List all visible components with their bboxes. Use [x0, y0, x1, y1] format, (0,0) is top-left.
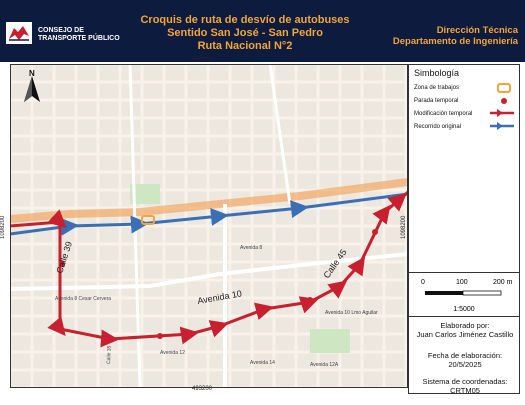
legend-item-bus-stop: Parada temporal [414, 98, 459, 104]
scale-bar [421, 289, 511, 299]
park-area [310, 329, 350, 353]
street-label: Avenida 8 Cesar Cervera [55, 296, 112, 302]
map-area[interactable] [0, 57, 408, 392]
street-label: Avenida 10 [196, 288, 243, 306]
scale-tick-200: 200 m [493, 279, 513, 286]
street-label: Avenida 12A [310, 362, 339, 368]
coord-left: 1098200 [0, 215, 6, 239]
legend-item-work-zone: Zona de trabajos [414, 85, 460, 91]
bus-stop-icon [497, 96, 511, 106]
scale-tick-0: 0 [421, 279, 425, 286]
modified-route-icon [489, 108, 515, 118]
title-line-2: Sentido San José - San Pedro [167, 27, 323, 39]
street-label: Avenida 14 [250, 360, 275, 366]
north-label: N [29, 69, 35, 78]
crs-value: CRTM05 [450, 386, 480, 395]
scale-tick-100: 100 [456, 279, 468, 286]
street-label: Avenida 8 [240, 245, 263, 251]
author-label: Elaborado por: [440, 321, 490, 330]
street-label: Avenida 12 [160, 350, 185, 356]
map-title [120, 14, 370, 53]
ctp-logo-icon [6, 22, 32, 44]
divider [409, 272, 519, 273]
date-label: Fecha de elaboración: [427, 351, 503, 360]
title-line-1: Croquis de ruta de desvío de autobuses [140, 14, 350, 26]
author-name: Juan Carlos Jiménez Castillo [416, 330, 514, 339]
original-route-icon [489, 121, 515, 131]
bus-stop-icon[interactable] [157, 333, 163, 339]
logo-text [38, 27, 120, 43]
crs-label: Sistema de coordenadas: [422, 377, 508, 386]
street-label: Calle 35 [106, 345, 113, 365]
street-label: Calle 45 [321, 247, 349, 281]
map-canvas[interactable] [10, 64, 408, 388]
legend-title: Simbología [414, 68, 460, 78]
legend-item-modified: Modificación temporal [414, 111, 473, 117]
department-info [392, 25, 518, 47]
street-label: Calle 39 [54, 240, 75, 275]
logo-line-2: TRANSPORTE PÚBLICO [38, 35, 120, 42]
map-sidebar [408, 64, 520, 394]
coord-right: 1098200 [401, 215, 407, 239]
bus-stop-icon[interactable] [307, 297, 313, 303]
legend-item-original: Recorrido original [414, 124, 462, 130]
date-value: 20/5/2025 [448, 360, 482, 369]
dept-line-2: Departamento de Ingeniería [392, 36, 518, 47]
street-label: Avenida 10 Lmo Aguilar [325, 310, 378, 316]
divider [409, 316, 519, 317]
header-bar [0, 0, 525, 62]
work-zone-icon [497, 83, 511, 93]
scale-ratio: 1:5000 [453, 306, 475, 313]
coord-top: 493200 [192, 57, 213, 63]
dept-line-1: Dirección Técnica [436, 25, 518, 36]
title-line-3: Ruta Nacional N°2 [197, 40, 293, 52]
bus-stop-icon[interactable] [372, 229, 378, 235]
ctp-logo [6, 22, 36, 44]
coord-bottom: 493200 [192, 386, 213, 392]
logo-line-1: CONSEJO DE [38, 27, 84, 34]
